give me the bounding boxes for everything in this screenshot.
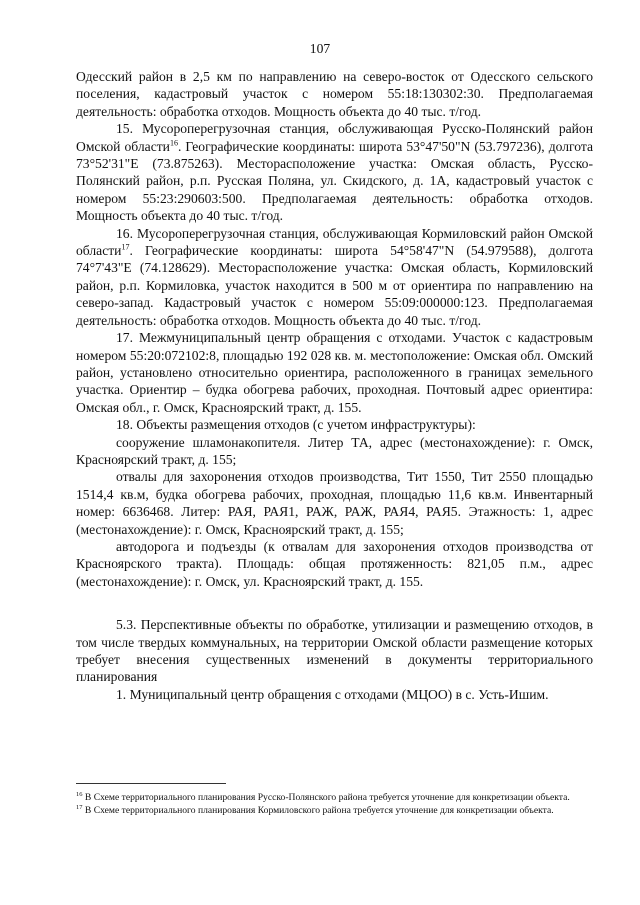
paragraph-dumps: отвалы для захоронения отходов производства, Тит 1550, Тит 2550 площадью 1514,4 кв.м, будка обогрева рабочих, проходная, площадью 11,6 кв.м. Инвентарный номер: 6636468. Литер: РАЯ, РАЯ1, РАЖ, РАЖ, РАЯ4, РАЯ5. Этажность: 1, адрес (местонахождение): г. Омск, Красноярский тракт, д. 155; [76, 469, 593, 537]
footnote-17 [76, 805, 593, 817]
footnote-number: 17 [76, 803, 83, 811]
footnote-ref-16[interactable]: 16 [169, 138, 178, 148]
footnote-text: В Схеме территориального планирования Кормиловского района требуется уточнение для конкретизации объекта. [82, 805, 554, 816]
footnote-16 [76, 792, 593, 804]
paragraph-item-18: 18. Объекты размещения отходов (с учетом инфраструктуры): [116, 417, 476, 433]
section-spacer [76, 590, 593, 616]
paragraph-item-17: 17. Межмуниципальный центр обращения с отходами. Участок с кадастровым номером 55:20:072102:8, площадью 192 028 кв. м. местоположение: Омская обл. Омский район, установлено относительно ориентира, расположенного в границах земельного участка. Ориентир – будка обогрева рабочих, проходная. Почтовый адрес ориентира: Омская обл., г. Омск, Красноярский тракт, д. 155. [76, 330, 593, 415]
paragraph-ust-ishim: 1. Муниципальный центр обращения с отходами (МЦОО) в с. Усть-Ишим. [116, 686, 549, 702]
paragraph-roads: автодорога и подъезды (к отвалам для захоронения отходов производства от Красноярского тракта). Площадь: общая протяженность: 821,05 п.м., адрес (местонахождение): г. Омск, ул. Красноярский тракт, д. 155. [76, 538, 593, 589]
paragraph-text: 15. Мусороперегрузочная станция, обслуживающая Русско-Полянский район Омской области [76, 121, 593, 154]
paragraph-item-16 [76, 225, 593, 329]
paragraph-text: 16. Мусороперегрузочная станция, обслуживающая Кормиловский район Омской области [76, 225, 593, 259]
paragraph-item-15 [76, 120, 593, 224]
page-number: 107 [309, 41, 331, 56]
paragraph-odessky-continuation: Одесский район в 2,5 км по направлению на северо-восток от Одесского сельского поселения, кадастровый участок с номером 55:18:130302:30. Предполагаемая деятельность: обработка отходов. Мощность объекта до 40 тыс. т/год. [76, 69, 593, 119]
body-text [76, 68, 593, 703]
footnote-number: 16 [76, 790, 83, 798]
paragraph-text: . Географические координаты: широта 53°47'50"N (53.797236), долгота 73°52'31"E (73.875263). Месторасположение участка: Омская область, Русско-Полянский район, р.п. Русская Поляна, ул. Скидского, д. 1А, кадастровый участок с номером 55:23:290603:500. Предполагаемая деятельность: обработка отходов. Мощность объекта до 40 тыс. т/год. [76, 138, 594, 224]
footnote-divider [76, 783, 226, 784]
footnote-ref-17[interactable]: 17 [121, 242, 130, 252]
footnote-text: В Схеме территориального планирования Русско-Полянского района требуется уточнение для конкретизации объекта. [82, 792, 570, 803]
footnotes [76, 792, 593, 818]
paragraph-sludge-storage: сооружение шламонакопителя. Литер ТА, адрес (местонахождение): г. Омск, Красноярский тракт, д. 155; [76, 434, 593, 467]
paragraph-text: . Географические координаты: широта 54°58'47"N (54.979588), долгота 74°7'43"E (74.128629). Месторасположение участка: Омская область, Кормиловский район, р.п. Кормиловка, участок находится в 500 м от ориентира по направлению на северо-запад. Кадастровый участок с номером 55:09:000000:123. Предполагаемая деятельность: обработка отходов. Мощность объекта до 40 тыс. т/год. [76, 243, 593, 328]
section-heading-5-3: 5.3. Перспективные объекты по обработке, утилизации и размещению отходов, в том числе твердых коммунальных, на территории Омской области размещение которых требует внесения существенных изменений в документы территориального планирования [76, 617, 593, 685]
